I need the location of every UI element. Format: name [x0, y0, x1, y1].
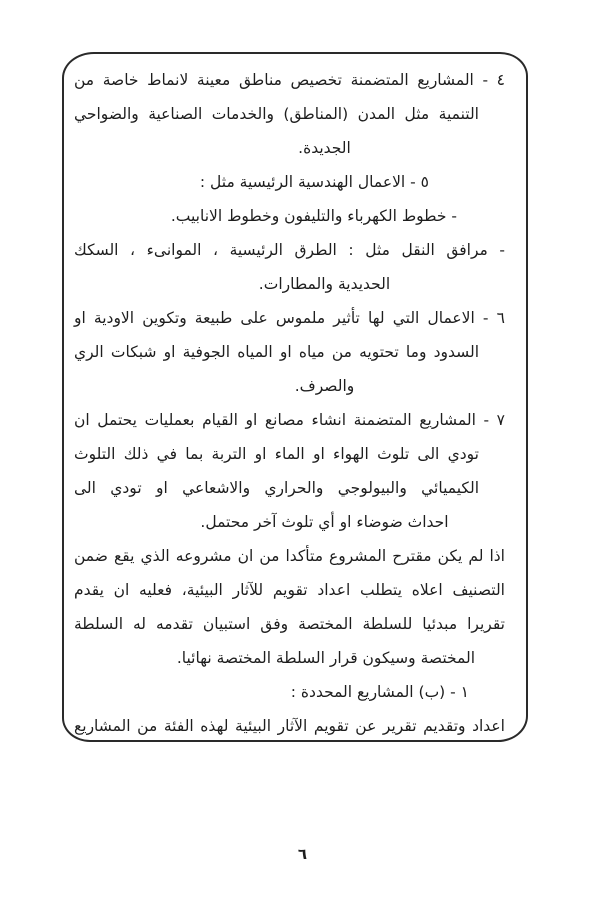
text-line-paragraph: التصنيف اعلاه يتطلب اعداد تقويم للآثار البيئية، فعليه ان يقدم — [74, 581, 505, 599]
text-line-item-7: ٧ - المشاريع المتضمنة انشاء مصانع او القيام بعمليات يحتمل ان — [74, 411, 505, 429]
text-line-item-6: ٦ - الاعمال التي لها تأثير ملموس على طبيعة وتكوين الاودية او — [74, 309, 505, 327]
text-line: الكيميائي والبيولوجي والحراري والاشعاعي او تودي الى — [74, 479, 479, 497]
text-line-paragraph: اذا لم يكن مقترح المشروع متأكدا من ان مشروعه الذي يقع ضمن — [74, 547, 505, 565]
page-border-frame — [62, 52, 528, 742]
text-line: تودي الى تلوث الهواء او الماء او التربة بما في ذلك التلوث — [74, 445, 479, 463]
text-line-dash-item: - خطوط الكهرباء والتليفون وخطوط الانابيب. — [170, 207, 457, 225]
text-line-heading-1b: ١ - (ب) المشاريع المحددة : — [290, 683, 469, 701]
text-line: الجديدة. — [298, 139, 351, 157]
text-line-paragraph: تقريرا مبدئيا للسلطة المختصة وفق استبيان تقدمه له السلطة — [74, 615, 505, 633]
text-line: التنمية مثل المدن (المناطق) والخدمات الصناعية والضواحي — [74, 105, 479, 123]
text-line: الحديدية والمطارات. — [258, 275, 391, 293]
page-number: ٦ — [297, 845, 308, 863]
text-line-item-4: ٤ - المشاريع المتضمنة تخصيص مناطق معينة لانماط خاصة من — [74, 71, 505, 89]
text-line-paragraph: المختصة وسيكون قرار السلطة المختصة نهائيا. — [176, 649, 475, 667]
text-line-item-5: ٥ - الاعمال الهندسية الرئيسية مثل : — [199, 173, 429, 191]
text-line: احداث ضوضاء او أي تلوث آخر محتمل. — [200, 513, 449, 531]
text-line: اعداد وتقديم تقرير عن تقويم الآثار البيئية لهذه الفئة من المشاريع — [74, 717, 505, 735]
text-line: السدود وما تحتويه من مياه او المياه الجوفية او شبكات الري — [74, 343, 479, 361]
text-line-dash-item: - مرافق النقل مثل : الطرق الرئيسية ، الموانىء ، السكك — [74, 241, 505, 259]
text-line: والصرف. — [294, 377, 355, 395]
